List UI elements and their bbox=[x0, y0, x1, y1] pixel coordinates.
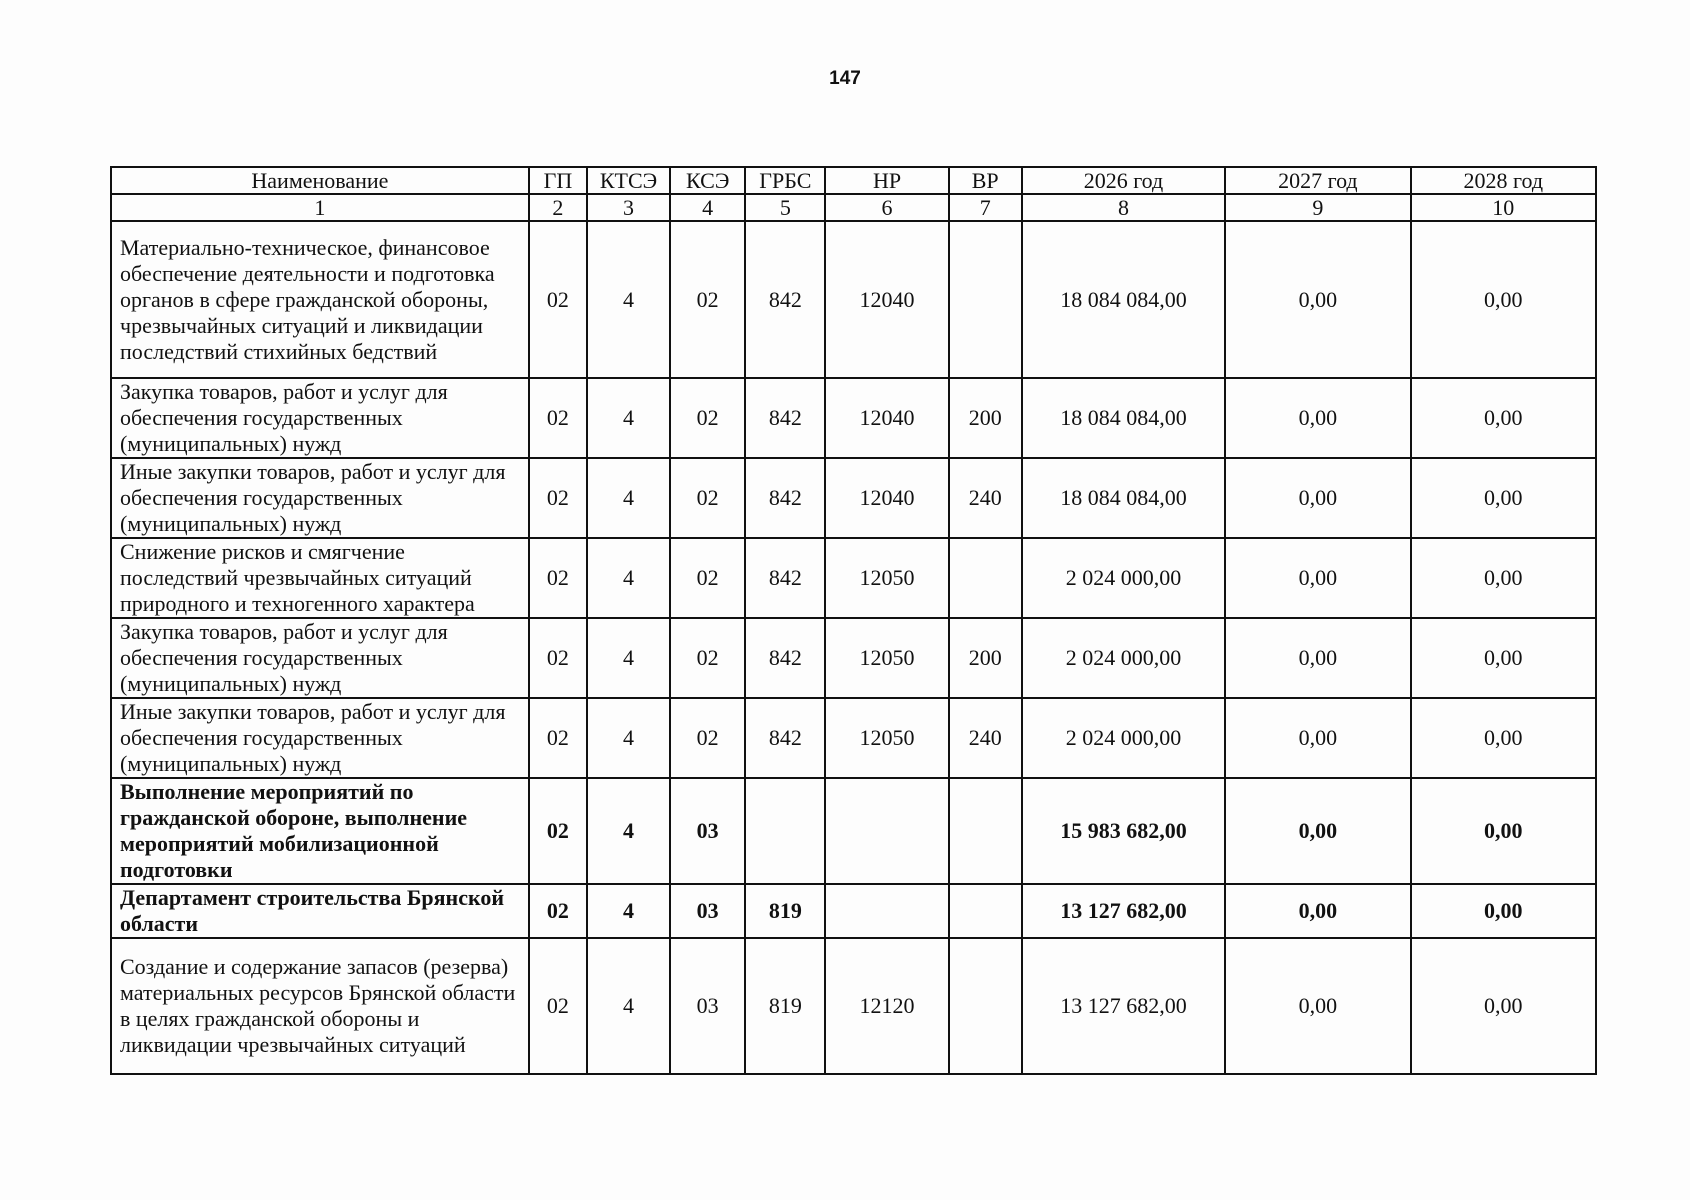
column-number: 5 bbox=[745, 194, 825, 221]
cell-vr: 200 bbox=[949, 378, 1022, 458]
column-number: 9 bbox=[1225, 194, 1410, 221]
cell-ktse: 4 bbox=[587, 538, 670, 618]
cell-year-2028: 0,00 bbox=[1411, 618, 1596, 698]
cell-kse: 02 bbox=[670, 618, 745, 698]
cell-ktse: 4 bbox=[587, 938, 670, 1074]
cell-kse: 03 bbox=[670, 778, 745, 884]
cell-nr bbox=[825, 778, 948, 884]
cell-ktse: 4 bbox=[587, 618, 670, 698]
cell-grbs: 842 bbox=[745, 378, 825, 458]
cell-nr: 12120 bbox=[825, 938, 948, 1074]
cell-year-2028: 0,00 bbox=[1411, 221, 1596, 378]
cell-ktse: 4 bbox=[587, 698, 670, 778]
cell-grbs: 819 bbox=[745, 938, 825, 1074]
table-row bbox=[111, 698, 1596, 778]
header-kse: КСЭ bbox=[670, 167, 745, 194]
header-year-2026: 2026 год bbox=[1022, 167, 1225, 194]
cell-year-2027: 0,00 bbox=[1225, 778, 1410, 884]
cell-name: Материально-техническое, финансовое обеспечение деятельности и подготовка органов в сфере гражданской обороны, чрезвычайных ситуаций и ликвидации последствий стихийных бедствий bbox=[111, 221, 529, 378]
cell-grbs bbox=[745, 778, 825, 884]
cell-year-2026: 18 084 084,00 bbox=[1022, 221, 1225, 378]
table-row bbox=[111, 538, 1596, 618]
cell-grbs: 842 bbox=[745, 458, 825, 538]
table-row bbox=[111, 778, 1596, 884]
cell-gp: 02 bbox=[529, 938, 587, 1074]
cell-year-2026: 2 024 000,00 bbox=[1022, 698, 1225, 778]
cell-year-2028: 0,00 bbox=[1411, 538, 1596, 618]
cell-year-2026: 18 084 084,00 bbox=[1022, 458, 1225, 538]
cell-kse: 02 bbox=[670, 458, 745, 538]
cell-kse: 03 bbox=[670, 938, 745, 1074]
cell-year-2026: 18 084 084,00 bbox=[1022, 378, 1225, 458]
column-number: 1 bbox=[111, 194, 529, 221]
header-year-2027: 2027 год bbox=[1225, 167, 1410, 194]
cell-name: Департамент строительства Брянской области bbox=[111, 884, 529, 938]
cell-year-2026: 2 024 000,00 bbox=[1022, 618, 1225, 698]
cell-year-2027: 0,00 bbox=[1225, 618, 1410, 698]
cell-gp: 02 bbox=[529, 698, 587, 778]
cell-year-2027: 0,00 bbox=[1225, 698, 1410, 778]
cell-name: Выполнение мероприятий по гражданской обороне, выполнение мероприятий мобилизационной подготовки bbox=[111, 778, 529, 884]
column-number: 2 bbox=[529, 194, 587, 221]
cell-year-2026: 13 127 682,00 bbox=[1022, 938, 1225, 1074]
column-number: 8 bbox=[1022, 194, 1225, 221]
cell-ktse: 4 bbox=[587, 458, 670, 538]
cell-vr bbox=[949, 938, 1022, 1074]
column-number: 4 bbox=[670, 194, 745, 221]
cell-vr: 200 bbox=[949, 618, 1022, 698]
cell-name: Иные закупки товаров, работ и услуг для обеспечения государственных (муниципальных) нужд bbox=[111, 458, 529, 538]
cell-gp: 02 bbox=[529, 378, 587, 458]
cell-kse: 02 bbox=[670, 538, 745, 618]
header-ktse: КТСЭ bbox=[587, 167, 670, 194]
cell-year-2028: 0,00 bbox=[1411, 938, 1596, 1074]
column-number: 7 bbox=[949, 194, 1022, 221]
cell-grbs: 842 bbox=[745, 538, 825, 618]
column-number-row bbox=[111, 194, 1596, 221]
budget-table bbox=[110, 166, 1597, 1075]
header-name: Наименование bbox=[111, 167, 529, 194]
cell-kse: 02 bbox=[670, 221, 745, 378]
cell-grbs: 842 bbox=[745, 618, 825, 698]
table-row bbox=[111, 938, 1596, 1074]
cell-vr bbox=[949, 884, 1022, 938]
cell-nr: 12040 bbox=[825, 221, 948, 378]
cell-year-2028: 0,00 bbox=[1411, 698, 1596, 778]
cell-year-2028: 0,00 bbox=[1411, 884, 1596, 938]
table-row bbox=[111, 884, 1596, 938]
cell-grbs: 842 bbox=[745, 698, 825, 778]
cell-grbs: 842 bbox=[745, 221, 825, 378]
cell-year-2027: 0,00 bbox=[1225, 884, 1410, 938]
cell-year-2027: 0,00 bbox=[1225, 458, 1410, 538]
header-nr: НР bbox=[825, 167, 948, 194]
column-number: 10 bbox=[1411, 194, 1596, 221]
cell-name: Закупка товаров, работ и услуг для обеспечения государственных (муниципальных) нужд bbox=[111, 378, 529, 458]
cell-grbs: 819 bbox=[745, 884, 825, 938]
table-row bbox=[111, 458, 1596, 538]
header-year-2028: 2028 год bbox=[1411, 167, 1596, 194]
cell-name: Закупка товаров, работ и услуг для обеспечения государственных (муниципальных) нужд bbox=[111, 618, 529, 698]
cell-kse: 02 bbox=[670, 378, 745, 458]
cell-ktse: 4 bbox=[587, 221, 670, 378]
cell-vr bbox=[949, 778, 1022, 884]
cell-kse: 03 bbox=[670, 884, 745, 938]
cell-vr bbox=[949, 221, 1022, 378]
cell-nr: 12050 bbox=[825, 698, 948, 778]
page-number: 147 bbox=[829, 68, 861, 89]
cell-gp: 02 bbox=[529, 778, 587, 884]
cell-nr bbox=[825, 884, 948, 938]
cell-year-2026: 2 024 000,00 bbox=[1022, 538, 1225, 618]
column-number: 6 bbox=[825, 194, 948, 221]
cell-nr: 12050 bbox=[825, 618, 948, 698]
cell-year-2027: 0,00 bbox=[1225, 538, 1410, 618]
cell-year-2028: 0,00 bbox=[1411, 378, 1596, 458]
cell-year-2028: 0,00 bbox=[1411, 778, 1596, 884]
table-row bbox=[111, 378, 1596, 458]
cell-name: Создание и содержание запасов (резерва) материальных ресурсов Брянской области в целях гражданской обороны и ликвидации чрезвычайных ситуаций bbox=[111, 938, 529, 1074]
cell-nr: 12050 bbox=[825, 538, 948, 618]
cell-year-2026: 13 127 682,00 bbox=[1022, 884, 1225, 938]
cell-gp: 02 bbox=[529, 458, 587, 538]
cell-year-2027: 0,00 bbox=[1225, 221, 1410, 378]
header-grbs: ГРБС bbox=[745, 167, 825, 194]
cell-year-2027: 0,00 bbox=[1225, 378, 1410, 458]
table-row bbox=[111, 618, 1596, 698]
header-vr: ВР bbox=[949, 167, 1022, 194]
table-body bbox=[111, 221, 1596, 1074]
cell-gp: 02 bbox=[529, 221, 587, 378]
table-row bbox=[111, 221, 1596, 378]
cell-gp: 02 bbox=[529, 884, 587, 938]
cell-vr: 240 bbox=[949, 698, 1022, 778]
cell-vr: 240 bbox=[949, 458, 1022, 538]
cell-gp: 02 bbox=[529, 618, 587, 698]
cell-nr: 12040 bbox=[825, 458, 948, 538]
cell-ktse: 4 bbox=[587, 884, 670, 938]
cell-year-2026: 15 983 682,00 bbox=[1022, 778, 1225, 884]
header-row bbox=[111, 167, 1596, 194]
cell-nr: 12040 bbox=[825, 378, 948, 458]
column-number: 3 bbox=[587, 194, 670, 221]
cell-year-2027: 0,00 bbox=[1225, 938, 1410, 1074]
cell-vr bbox=[949, 538, 1022, 618]
cell-ktse: 4 bbox=[587, 378, 670, 458]
cell-name: Иные закупки товаров, работ и услуг для обеспечения государственных (муниципальных) нужд bbox=[111, 698, 529, 778]
cell-kse: 02 bbox=[670, 698, 745, 778]
cell-ktse: 4 bbox=[587, 778, 670, 884]
cell-name: Снижение рисков и смягчение последствий чрезвычайных ситуаций природного и техногенного характера bbox=[111, 538, 529, 618]
cell-gp: 02 bbox=[529, 538, 587, 618]
header-gp: ГП bbox=[529, 167, 587, 194]
cell-year-2028: 0,00 bbox=[1411, 458, 1596, 538]
